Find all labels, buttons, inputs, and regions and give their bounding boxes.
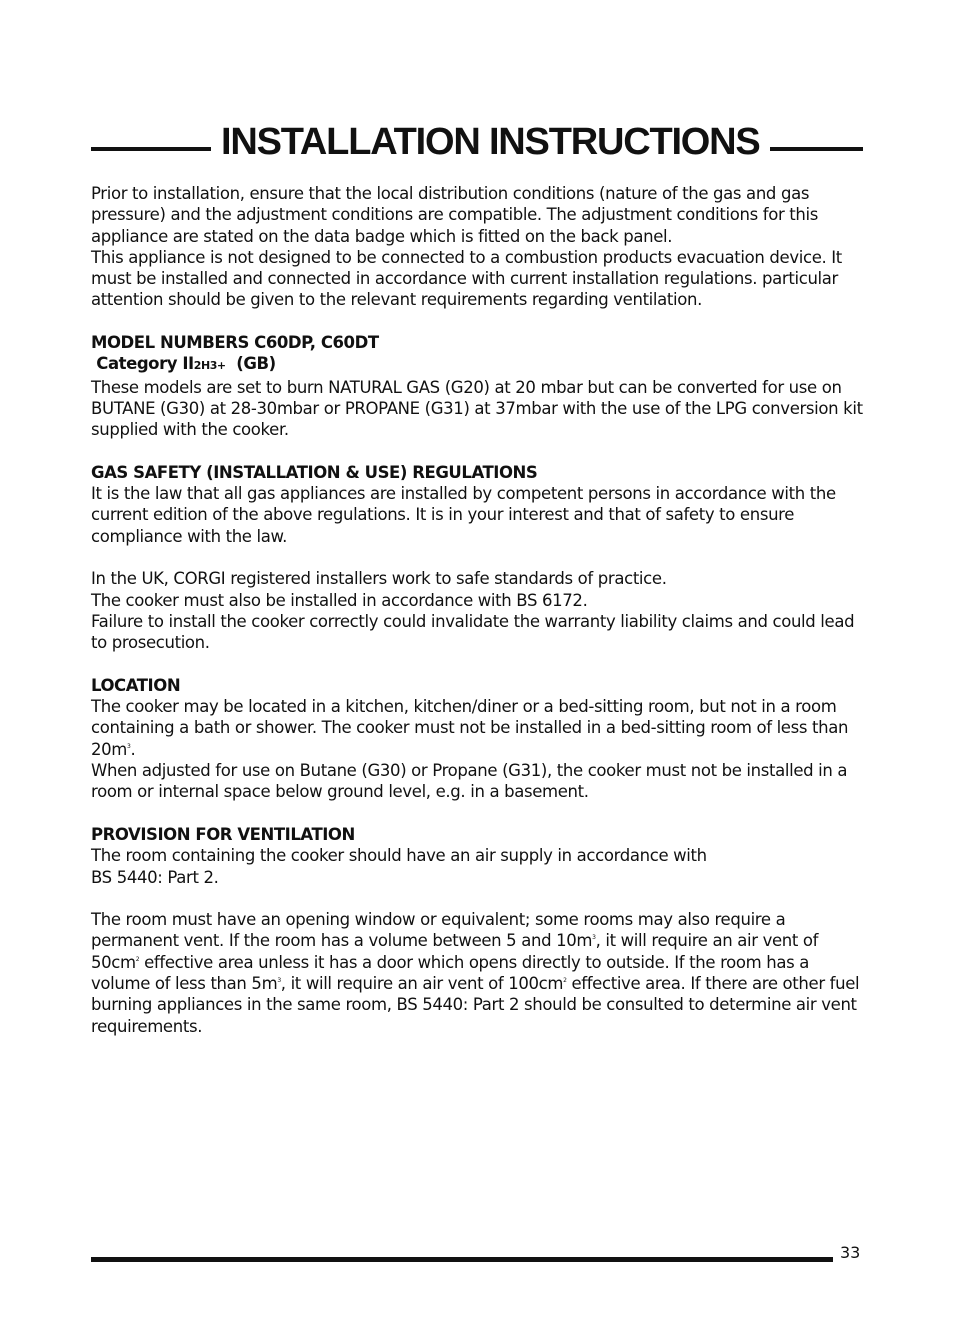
location-text-b: .: [130, 739, 136, 759]
title-row: [91, 117, 863, 167]
location-paragraph-1: [91, 696, 865, 760]
page-content: [91, 183, 865, 1037]
superscript-squared: 2: [135, 955, 140, 963]
title-rule-right: [770, 147, 863, 151]
location-heading: LOCATION: [91, 675, 181, 695]
ventilation-heading: PROVISION FOR VENTILATION: [91, 824, 355, 844]
ventilation-text-b: , it will require an air vent of 50cm: [91, 931, 819, 972]
ventilation-paragraph-2: [91, 909, 865, 1037]
page-number: 33: [840, 1243, 861, 1262]
ventilation-text-d: , it will require an air vent of 100cm: [280, 973, 564, 993]
ventilation-paragraph-1-line-1: The room containing the cooker should have an air supply in accordance with: [91, 846, 707, 866]
ventilation-text-e: effective area. If there are other fuel burning appliances in the same room, BS 5440: Part 2 should be consulted to determine air vent requirements.: [91, 973, 860, 1036]
category-suffix: (GB): [236, 354, 276, 374]
models-body: These models are set to burn NATURAL GAS (G20) at 20 mbar but can be converted for use on BUTANE (G30) at 28-30mbar or PROPANE (G31) at 37mbar with the use of the LPG conversion kit supplied with the cooker.: [91, 377, 863, 440]
ventilation-text-c: effective area unless it has a door which opens directly to outside. If the room has a volume of less than 5m: [91, 952, 810, 993]
superscript-squared: 2: [563, 976, 567, 984]
gas-safety-paragraph-4: Failure to install the cooker correctly could invalidate the warranty liability claims and could lead to prosecution.: [91, 611, 855, 653]
ventilation-text-a: The room must have an opening window or equivalent; some rooms may also require a permanent vent. If the room has a volume between 5 and 10m: [91, 910, 786, 951]
superscript-cubed: 3: [277, 976, 281, 984]
intro-paragraph-1: Prior to installation, ensure that the local distribution conditions (nature of the gas and gas pressure) and the adjustment conditions are compatible. The adjustment conditions for this appliance are stated on the data badge which is fitted on the back panel.: [91, 184, 818, 246]
superscript-cubed: 3: [592, 934, 596, 942]
category-line: [91, 353, 865, 376]
gas-safety-paragraph-1: It is the law that all gas appliances are installed by competent persons in accordance with the current edition of the above regulations. It is in your interest and that of safety to ensure compliance with the law.: [91, 484, 836, 546]
superscript-cubed: 3: [127, 742, 131, 750]
location-paragraph-2: When adjusted for use on Butane (G30) or Propane (G31), the cooker must not be installed in a room or internal space below ground level, e.g. in a basement.: [91, 761, 848, 802]
gas-safety-paragraph-3: The cooker must also be installed in accordance with BS 6172.: [91, 590, 588, 610]
ventilation-paragraph-1-line-2: BS 5440: Part 2.: [91, 867, 219, 887]
footer-rule: [91, 1257, 833, 1262]
title-rule-left: [91, 147, 211, 151]
gas-safety-heading: GAS SAFETY (INSTALLATION & USE) REGULATIONS: [91, 462, 538, 482]
category-subscript: 2H3+: [193, 359, 226, 373]
page-title: INSTALLATION INSTRUCTIONS: [221, 121, 760, 163]
models-heading: MODEL NUMBERS C60DP, C60DT: [91, 333, 379, 353]
category-prefix: Category II: [96, 354, 194, 374]
intro-paragraph-2: This appliance is not designed to be connected to a combustion products evacuation device. It must be installed and connected in accordance with current installation regulations. particular attention should be given to the relevant requirements regarding ventilation.: [91, 247, 842, 310]
gas-safety-paragraph-2: In the UK, CORGI registered installers work to safe standards of practice.: [91, 569, 667, 589]
location-text-a: The cooker may be located in a kitchen, kitchen/diner or a bed-sitting room, but not in a room containing a bath or shower. The cooker must not be installed in a bed-sitting room of less than 20m: [91, 697, 849, 759]
